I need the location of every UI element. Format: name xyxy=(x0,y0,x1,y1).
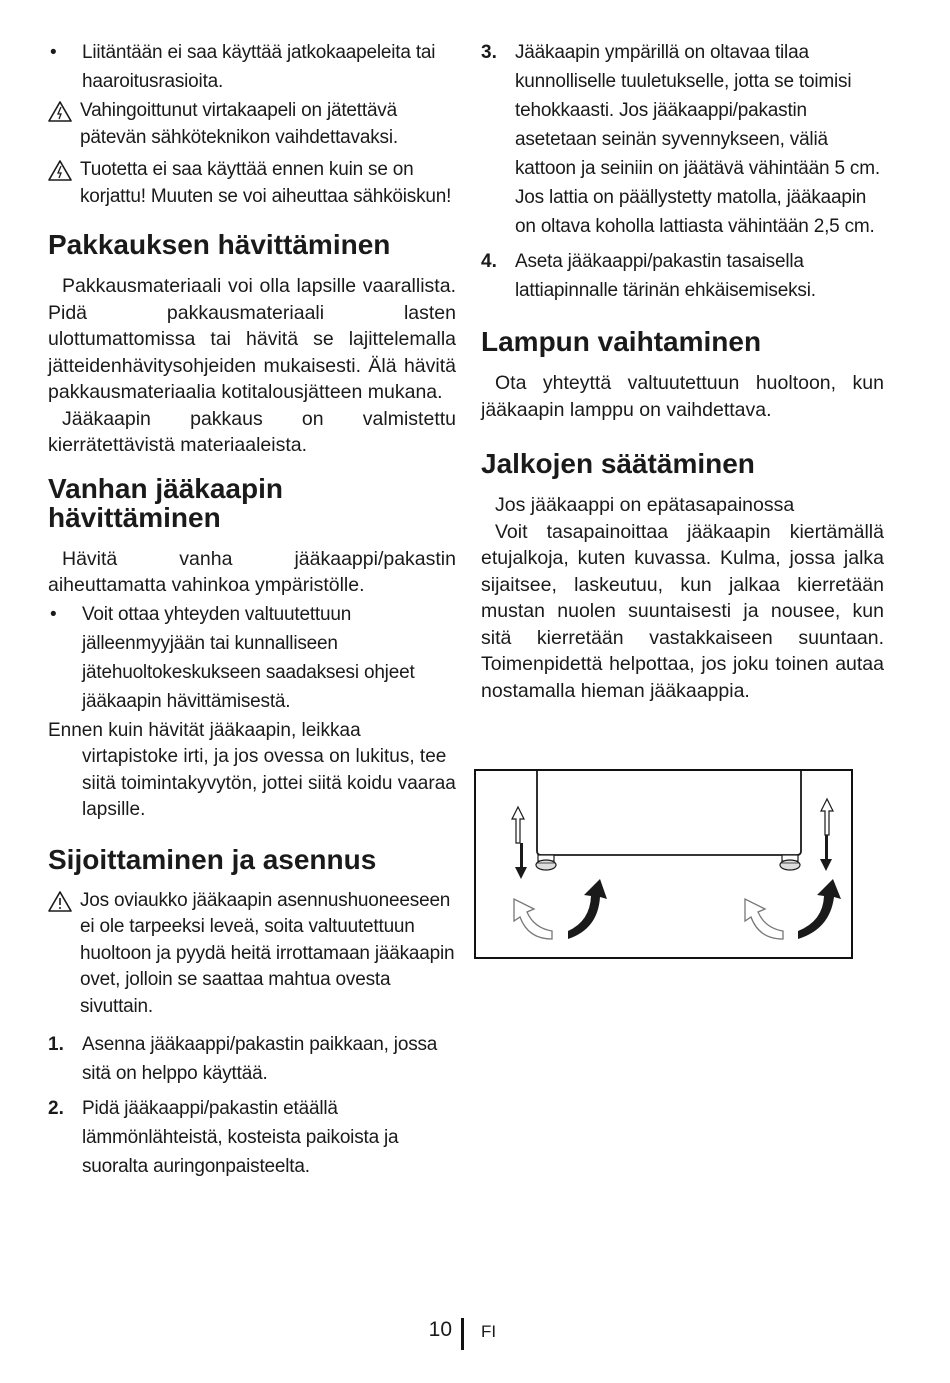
rotate-counterclockwise-outline-icon xyxy=(514,899,552,939)
page-footer xyxy=(0,1316,950,1350)
warning-triangle-icon xyxy=(48,888,80,921)
item-text: Jääkaapin ympärillä on oltavaa tilaa kunnolliselle tuuletukselle, jotta se toimisi tehokkaasti. Jos jääkaappi/pakastin asetetaan seinän syvennykseen, väliä kattoon ja seiniin on jäätävä vähintään 5 cm. Jos lattia on päällystetty matolla, jääkaapin on oltava koholla lattiasta vähintään 2,5 cm. xyxy=(515,42,880,237)
item-number: 1. xyxy=(48,1034,64,1055)
section-heading: Pakkauksen hävittäminen xyxy=(48,229,391,260)
right-foot-icon xyxy=(780,855,800,870)
paragraph-text: Hävitä vanha jääkaappi/pakastin aiheuttamatta vahinkoa ympäristölle. xyxy=(48,547,456,596)
warning-item xyxy=(48,888,456,1021)
left-column xyxy=(48,38,456,1181)
warning-triangle-icon xyxy=(48,157,80,190)
rotate-clockwise-icon xyxy=(568,879,607,939)
rotate-counterclockwise-outline-icon xyxy=(745,899,783,939)
paragraph-text: Jos jääkaappi on epätasapainossa xyxy=(495,494,795,516)
appliance-outline xyxy=(537,771,801,855)
warning-item xyxy=(48,98,456,151)
bullet: • xyxy=(50,603,57,625)
paragraph xyxy=(48,406,456,459)
warning-triangle-icon xyxy=(48,98,80,131)
down-arrow-icon xyxy=(820,835,832,871)
paragraph xyxy=(481,492,884,519)
paragraph: Ennen kuin hävität jääkaapin, leikkaa virtapistoke irti, ja jos ovessa on lukitus, tee siitä toimintakyvytön, jottei siitä koidu vaaraa lapsille. xyxy=(48,719,456,820)
feet-adjustment-figure xyxy=(474,769,853,959)
warning-item xyxy=(48,157,456,210)
feet-illustration xyxy=(476,771,851,957)
bullet-text: Liitäntään ei saa käyttää jatkokaapeleita tai haaroitusrasioita. xyxy=(82,42,436,92)
warning-text: Jos oviaukko jääkaapin asennushuoneeseen ei ole tarpeeksi leveä, soita valtuutettuun huoltoon ja pyydä heitä irrottamaan jääkaapin ovet, jolloin se saattaa mahtua ovesta sivuttain. xyxy=(80,889,455,1017)
right-column xyxy=(481,38,884,704)
paragraph xyxy=(48,273,456,406)
section-heading xyxy=(48,474,456,532)
item-text: Asenna jääkaappi/pakastin paikkaan, jossa sitä on helppo käyttää. xyxy=(82,1034,438,1084)
warning-text: Vahingoittunut virtakaapeli on jätettävä pätevän sähköteknikon vaihdettavaksi. xyxy=(80,100,398,148)
paragraph-text: Jääkaapin pakkaus on valmistettu kierrätettävistä materiaaleista. xyxy=(48,407,456,456)
list-item xyxy=(48,600,456,716)
item-text: Aseta jääkaappi/pakastin tasaisella lattiapinnalle tärinän ehkäisemiseksi. xyxy=(515,251,816,301)
bullet-text: Voit ottaa yhteyden valtuutettuun jälleenmyyjään tai kunnalliseen jätehuoltokeskukseen saadaksesi ohjeet jääkaapin hävittämisestä. xyxy=(82,603,415,712)
paragraph-text: Voit tasapainoittaa jääkaapin kiertämällä etujalkoja, kuten kuvassa. Kulma, jossa jalka sijaitsee, laskeutuu, kun jalkaa kierretään mustan nuolen suuntaisesti ja nousee, kun sitä kierretään vastakkaiseen suuntaan. Toimenpidettä helpottaa, jos joku toinen autaa nostamalla hieman jääkaappia. xyxy=(481,520,884,702)
section-heading: Lampun vaihtaminen xyxy=(481,326,762,357)
up-arrow-outline-icon xyxy=(512,807,524,843)
list-item xyxy=(48,1094,456,1181)
left-foot-icon xyxy=(536,855,556,870)
item-number: 4. xyxy=(481,251,497,272)
heading-line: hävittäminen xyxy=(48,501,221,533)
paragraph-text: Pakkausmateriaali voi olla lapsille vaarallista. Pidä pakkausmateriaali lasten ulottumattomissa tai hävitä se lajittelemalla jätteidenhävitysohjeiden mukaisesti. Älä hävitä pakkausmateriaalia kotitalousjätteen mukana. xyxy=(48,275,456,403)
heading-line: Vanhan jääkaapin xyxy=(48,472,283,504)
list-item xyxy=(481,247,884,305)
rotate-clockwise-icon xyxy=(798,879,841,939)
section-heading: Sijoittaminen ja asennus xyxy=(48,843,377,875)
page-number: 10 xyxy=(428,1318,452,1341)
list-item xyxy=(48,1030,456,1088)
footer-divider xyxy=(461,1318,464,1350)
item-text: Pidä jääkaappi/pakastin etäällä lämmönlähteistä, kosteista paikoista ja suoralta auringonpaisteelta. xyxy=(82,1098,399,1177)
paragraph-text: Ota yhteyttä valtuutettuun huoltoon, kun jääkaapin lamppu on vaihdettava. xyxy=(481,372,884,421)
paragraph xyxy=(481,370,884,423)
bullet: • xyxy=(50,42,57,63)
warning-text: Tuotetta ei saa käyttää ennen kuin se on korjattu! Muuten se voi aiheuttaa sähköiskun! xyxy=(80,159,452,207)
down-arrow-icon xyxy=(515,843,527,879)
section-heading: Jalkojen säätäminen xyxy=(481,448,755,479)
language-code: FI xyxy=(481,1322,497,1341)
list-item xyxy=(48,38,456,96)
item-number: 2. xyxy=(48,1098,64,1119)
up-arrow-outline-icon xyxy=(821,799,833,835)
list-item xyxy=(481,38,884,241)
paragraph xyxy=(481,519,884,705)
paragraph xyxy=(48,546,456,599)
item-number: 3. xyxy=(481,42,497,63)
